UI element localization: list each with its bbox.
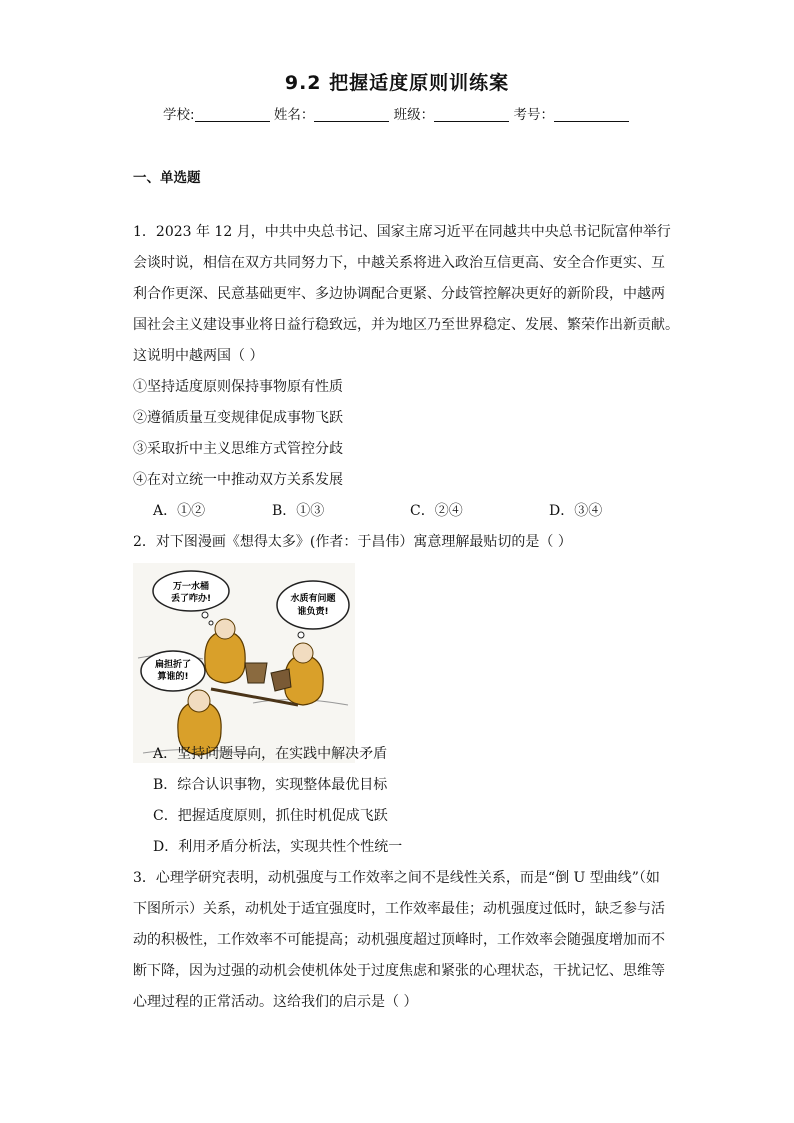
q1-option-c[interactable]: C．②④ (410, 503, 463, 519)
q1-option-b[interactable]: B．①③ (272, 503, 325, 519)
q3-line: 3．心理学研究表明，动机强度与工作效率之间不是线性关系，而是“倒 U 型曲线”（如 (133, 870, 660, 886)
thought-bubble (277, 581, 349, 629)
q3-line: 动的积极性，工作效率不可能提高；动机强度超过顶峰时，工作效率会随强度增加而不 (133, 932, 665, 948)
bubble-text-1: 丢了咋办! (170, 594, 212, 604)
q2-option-a[interactable]: A．坚持问题导向，在实践中解决矛盾 (153, 746, 388, 762)
class-blank[interactable] (434, 107, 509, 122)
bucket-icon (245, 663, 267, 683)
q1-statement: ④在对立统一中推动双方关系发展 (133, 472, 343, 488)
class-label: 班级： (393, 107, 435, 123)
exam-number-label: 考号： (513, 107, 554, 123)
bucket-icon (271, 669, 291, 691)
comic-image (133, 563, 355, 763)
q1-line: 1．2023 年 12 月，中共中央总书记、国家主席习近平在同越共中央总书记阮富仲举行 (133, 224, 671, 240)
q1-line: 利合作更深、民意基础更牢、多边协调配合更紧、分歧管控解决更好的新阶段，中越两 (133, 286, 665, 302)
bubble-text-2: 水质有问题 (290, 594, 336, 604)
q1-option-a[interactable]: A．①② (153, 503, 206, 519)
q1-statement: ①坚持适度原则保持事物原有性质 (133, 379, 343, 395)
bubble-text-2: 谁负责! (297, 607, 329, 617)
student-info-line (163, 103, 629, 123)
bubble-text-1: 万一水桶 (172, 582, 210, 592)
exam-number-blank[interactable] (554, 107, 629, 122)
q1-statement: ③采取折中主义思维方式管控分歧 (133, 441, 343, 457)
q2-stem: 2．对下图漫画《想得太多》(作者：于昌伟）寓意理解最贴切的是（ ） (133, 534, 572, 550)
q3-line: 下图所示）关系，动机处于适宜强度时，工作效率最佳；动机强度过低时，缺乏参与活 (133, 901, 665, 917)
school-label: 学校: (163, 107, 195, 123)
q1-line: 会谈时说，相信在双方共同努力下，中越关系将进入政治互信更高、安全合作更实、互 (133, 255, 665, 271)
q1-option-d[interactable]: D．③④ (549, 503, 603, 519)
bubble-text-3: 扁担折了 (154, 660, 192, 670)
page-title: 9.2 把握适度原则训练案 (284, 72, 510, 94)
q3-line: 心理过程的正常活动。这给我们的启示是（ ） (133, 994, 418, 1010)
name-label: 姓名： (273, 107, 315, 123)
q2-option-c[interactable]: C．把握适度原则，抓住时机促成飞跃 (153, 808, 388, 824)
q1-line: 国社会主义建设事业将日益行稳致远，并为地区乃至世界稳定、发展、繁荣作出新贡献。 (133, 317, 679, 333)
q2-option-d[interactable]: D．利用矛盾分析法，实现共性个性统一 (153, 839, 403, 855)
name-blank[interactable] (314, 107, 389, 122)
q3-line: 断下降，因为过强的动机会使机体处于过度焦虑和紧张的心理状态，干扰记忆、思维等 (133, 963, 665, 979)
q1-statement: ②遵循质量互变规律促成事物飞跃 (133, 410, 343, 426)
school-blank[interactable] (195, 107, 270, 122)
thought-bubble (141, 651, 205, 691)
q2-option-b[interactable]: B．综合认识事物，实现整体最优目标 (153, 777, 388, 793)
q1-line: 这说明中越两国（ ） (133, 348, 264, 364)
bubble-text-3: 算谁的! (157, 672, 189, 682)
section-title: 一、单选题 (133, 170, 201, 186)
